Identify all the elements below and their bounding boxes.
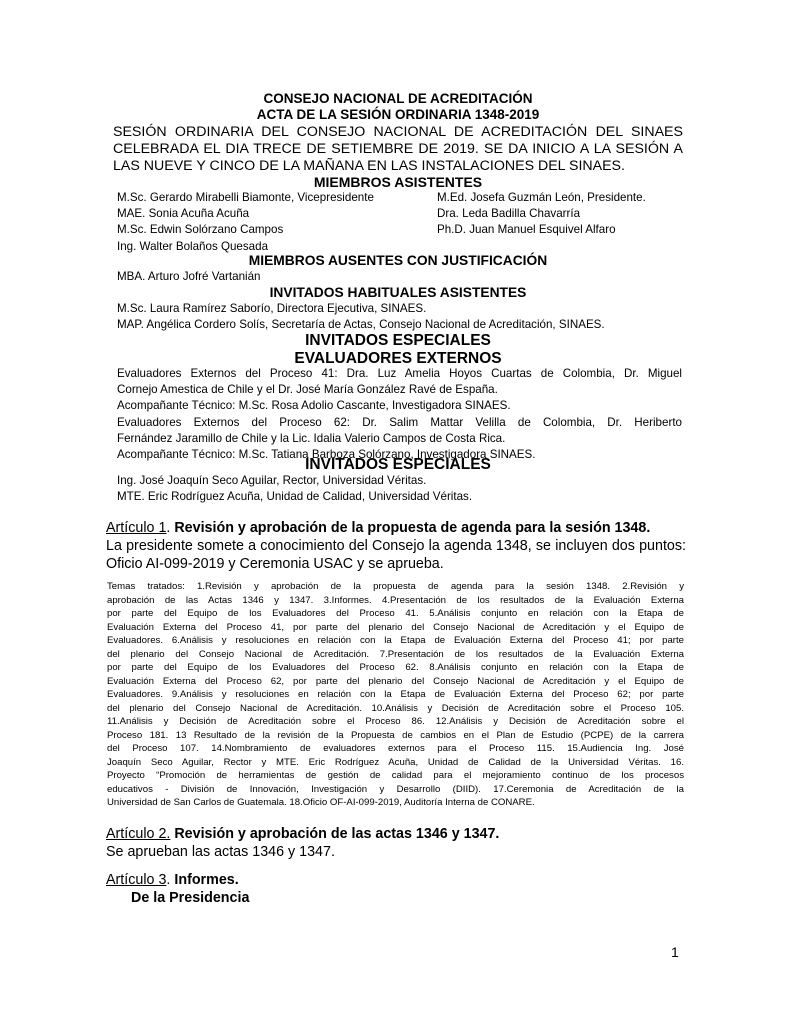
topics-line: del plenario del Consejo Nacional de Acreditación. 10.Análisis y Decisión de Acreditación sobre el Proceso 105.	[107, 702, 684, 714]
topics-line: 11.Análisis y Decisión de Acreditación sobre el Proceso 86. 12.Análisis y Decisión de Acreditación sobre el	[107, 716, 684, 727]
article-1	[106, 519, 686, 573]
topics-line: Proceso 181. 13 Resultado de la revisión de la Propuesta de cambios en el Plan de Estudio (PCPE) de la carrera	[107, 729, 684, 741]
members-list	[117, 190, 687, 255]
member-name: Ing. Walter Bolaños Quesada	[117, 239, 269, 253]
org-title: CONSEJO NACIONAL DE ACREDITACIÓN	[263, 91, 533, 106]
habitual-heading: INVITADOS HABITUALES ASISTENTES	[269, 285, 527, 300]
evaluators-line: Evaluadores Externos del Proceso 41: Dra. Luz Amelia Hoyos Cuartas de Colombia, Dr. Miguel	[117, 367, 682, 380]
article-1-heading	[106, 519, 686, 537]
topics-line: Evaluadores. 9.Análisis y resoluciones en relación con la Etapa de Evaluación Externa del Proceso 62; por parte	[107, 689, 684, 700]
topics-line: Proyecto “Promoción de herramientas de gestión de calidad para el mejoramiento continuo de los procesos	[107, 770, 684, 781]
article-1-sep: .	[166, 520, 175, 536]
member-name: Ph.D. Juan Manuel Esquivel Alfaro	[437, 223, 616, 237]
article-2-label: Artículo 2.	[106, 826, 171, 842]
topics-line: Evaluadores. 6.Análisis y resoluciones en relación con la Etapa de Evaluación Externa del Proceso 41; por parte	[107, 635, 684, 646]
topics-line: educativos - División de Innovación, Investigación y Desarrollo (DIID). 17.Ceremonia de Acreditación de la	[107, 783, 684, 795]
guest-name: MTE. Eric Rodríguez Acuña, Unidad de Calidad, Universidad Véritas.	[117, 490, 473, 504]
topics-line: del Proceso 107. 14.Nombramiento de evaluadores externos para el Proceso 115. 15.Audiencia Ing. José	[107, 743, 684, 754]
intro-line: LAS NUEVE Y CINCO DE LA MAÑANA EN LAS INSTALACIONES DEL SINAES.	[113, 158, 625, 174]
article-3	[106, 871, 686, 907]
external-evaluators-heading: EVALUADORES EXTERNOS	[294, 350, 502, 367]
article-1-title: Revisión y aprobación de la propuesta de agenda para la sesión 1348.	[174, 520, 651, 536]
member-name: M.Sc. Gerardo Mirabelli Biamonte, Vicepresidente	[117, 191, 374, 204]
acta-title: ACTA DE LA SESIÓN ORDINARIA 1348-2019	[256, 107, 540, 122]
page-number: 1	[671, 944, 679, 960]
evaluators-line: Fernández Jaramillo de Chile y la Lic. Idalia Valerio Campos de Costa Rica.	[117, 431, 506, 445]
topics-line: aprobación de las Actas 1346 y 1347. 3.Informes. 4.Presentación de los resultados de la Evaluación Externa	[107, 594, 684, 606]
article-2-heading	[106, 825, 686, 843]
special-heading-2: INVITADOS ESPECIALES	[305, 456, 491, 473]
intro-line: SESIÓN ORDINARIA DEL CONSEJO NACIONAL DE ACREDITACIÓN DEL SINAES	[113, 124, 683, 140]
article-3-title: Informes.	[174, 872, 239, 888]
topics-line: Temas tratados: 1.Revisión y aprobación de la propuesta de agenda para la sesión 1348. 2.Revisión y	[107, 581, 684, 592]
intro-paragraph	[113, 124, 683, 175]
article-3-subheading: De la Presidencia	[131, 890, 250, 906]
evaluators-line: Cornejo Amestica de Chile y el Dr. José María González Ravé de España.	[117, 383, 498, 397]
evaluators-line: Evaluadores Externos del Proceso 62: Dr. Salim Mattar Velilla de Colombia, Dr. Heriberto	[117, 415, 682, 429]
topics-line: por parte del Equipo de los Evaluadores del Proceso 62. 8.Análisis conjunto en relación con la Etapa de	[107, 662, 684, 673]
member-name: M.Ed. Josefa Guzmán León, Presidente.	[437, 191, 646, 204]
topics-line: Universidad de San Carlos de Guatemala. 18.Oficio OF-AI-099-2019, Auditoría Interna de CONARE.	[107, 797, 535, 808]
guest-name: Ing. José Joaquín Seco Aguilar, Rector, Universidad Véritas.	[117, 474, 427, 487]
evaluators-line: Acompañante Técnico: M.Sc. Rosa Adolio Cascante, Investigadora SINAES.	[117, 399, 511, 413]
article-1-body-line: Oficio AI-099-2019 y Ceremonia USAC y se aprueba.	[106, 556, 444, 572]
member-name: Dra. Leda Badilla Chavarría	[437, 207, 581, 221]
topics-line: Joaquín Seco Aguilar, Rector y MTE. Eric Rodríguez Acuña, Unidad de Calidad de la Universidad Véritas. 16.	[107, 756, 684, 768]
habitual-name: MAP. Angélica Cordero Solís, Secretaría de Actas, Consejo Nacional de Acreditación, SINAES.	[117, 318, 605, 332]
absent-heading: MIEMBROS AUSENTES CON JUSTIFICACIÓN	[248, 253, 548, 268]
topics-line: del plenario del Consejo Nacional de Acreditación. 7.Presentación de los resultados de la Evaluación Externa	[107, 648, 684, 660]
topics-line: Evaluación Externa del Proceso 62, por parte del plenario del Consejo Nacional de Acreditación y el Equipo de	[107, 675, 684, 687]
article-3-sep: .	[166, 872, 175, 888]
article-3-heading	[106, 871, 686, 889]
habitual-list	[117, 301, 697, 333]
article-1-body-line: La presidente somete a conocimiento del Consejo la agenda 1348, se incluyen dos puntos:	[106, 538, 686, 554]
member-name: MAE. Sonia Acuña Acuña	[117, 207, 250, 221]
evaluators-line: Acompañante Técnico: M.Sc. Tatiana Barboza Solórzano, Investigadora SINAES.	[117, 448, 536, 462]
intro-line: CELEBRADA EL DIA TRECE DE SETIEMBRE DE 2019. SE DA INICIO A LA SESIÓN A	[113, 141, 683, 157]
topics-line: Evaluación Externa del Proceso 41, por parte del plenario del Consejo Nacional de Acreditación y el Equipo de	[107, 621, 684, 633]
article-3-label: Artículo 3	[106, 872, 167, 888]
habitual-name: M.Sc. Laura Ramírez Saborío, Directora Ejecutiva, SINAES.	[117, 302, 427, 315]
members-heading: MIEMBROS ASISTENTES	[313, 174, 483, 190]
special-guests-list	[117, 473, 687, 505]
article-1-label: Artículo 1	[106, 520, 167, 536]
absent-name: MBA. Arturo Jofré Vartanián	[117, 270, 261, 283]
evaluators-paragraph	[117, 366, 682, 463]
special-heading: INVITADOS ESPECIALES	[305, 332, 491, 349]
article-2-title: Revisión y aprobación de las actas 1346 y 1347.	[174, 826, 500, 842]
topics-line: por parte del Equipo de los Evaluadores del Proceso 41. 5.Análisis conjunto en relación con la Etapa de	[107, 608, 684, 619]
article-2-body: Se aprueban las actas 1346 y 1347.	[106, 844, 335, 860]
article-2	[106, 825, 686, 861]
topics-paragraph	[107, 580, 684, 810]
member-name: M.Sc. Edwin Solórzano Campos	[117, 223, 284, 237]
